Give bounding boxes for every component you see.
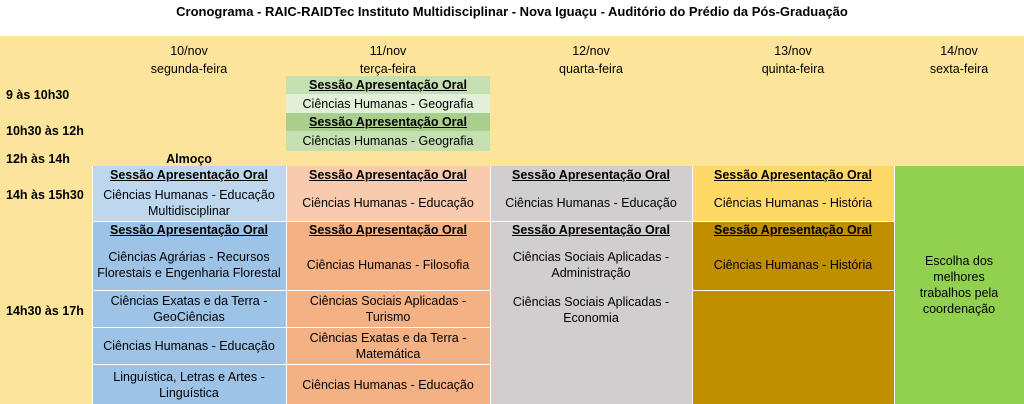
session-topic: Ciências Sociais Aplicadas - Administração xyxy=(512,250,670,280)
session-topic: Linguística, Letras e Artes - Linguística xyxy=(92,365,286,404)
session-header: Sessão Apresentação Oral xyxy=(490,221,692,239)
session-topic: Ciências Humanas - Educação xyxy=(490,184,692,221)
day-header-mon xyxy=(92,42,286,78)
day-weekday: sexta-feira xyxy=(929,62,989,76)
session-topic: Ciências Sociais Aplicadas - Turismo xyxy=(286,291,490,328)
grid-divider xyxy=(490,166,491,404)
session-topic: Ciências Humanas - História xyxy=(692,184,894,221)
session-topic: Ciências Humanas - Geografia xyxy=(286,131,490,151)
session-header: Sessão Apresentação Oral xyxy=(692,166,894,184)
day-date: 10/nov xyxy=(170,44,208,58)
day-header-thu xyxy=(692,42,894,78)
time-label: 9 às 10h30 xyxy=(6,88,70,102)
grid-divider xyxy=(92,221,894,222)
session-topic: Ciências Exatas e da Terra - Matemática xyxy=(286,328,490,365)
session-header: Sessão Apresentação Oral xyxy=(286,76,490,94)
page-title: Cronograma - RAIC-RAIDTec Instituto Multidisciplinar - Nova Iguaçu - Auditório do Prédio da Pós-Graduação xyxy=(0,0,1024,36)
session-header: Sessão Apresentação Oral xyxy=(286,113,490,131)
session-topic: Ciências Humanas - Filosofia xyxy=(286,239,490,291)
session-header: Sessão Apresentação Oral xyxy=(92,166,286,184)
lunch-label: Almoço xyxy=(166,152,212,166)
session-header: Sessão Apresentação Oral xyxy=(490,166,692,184)
session-topic: Ciências Humanas - Educação xyxy=(92,328,286,365)
day-header-wed xyxy=(490,42,692,78)
day-header-tue xyxy=(286,42,490,78)
session-topic: Ciências Exatas e da Terra - GeoCiências xyxy=(92,291,286,328)
day-date: 14/nov xyxy=(940,44,978,58)
grid-divider xyxy=(286,166,287,404)
thu-empty-cell xyxy=(692,291,894,404)
day-header-fri xyxy=(894,42,1024,78)
day-weekday: quarta-feira xyxy=(559,62,623,76)
grid-divider xyxy=(692,166,693,404)
time-label: 10h30 às 12h xyxy=(6,124,84,138)
time-label: 12h às 14h xyxy=(6,152,70,166)
session-header: Sessão Apresentação Oral xyxy=(286,166,490,184)
grid-divider xyxy=(894,166,895,404)
grid-divider xyxy=(92,166,93,404)
session-header: Sessão Apresentação Oral xyxy=(92,221,286,239)
session-topic: Ciências Humanas - Educação xyxy=(286,184,490,221)
day-date: 12/nov xyxy=(572,44,610,58)
day-weekday: quinta-feira xyxy=(761,62,825,76)
session-topic: Ciências Humanas - Educação Multidisciplinar xyxy=(92,184,286,221)
session-header: Sessão Apresentação Oral xyxy=(692,221,894,239)
session-topic: Ciências Sociais Aplicadas - Economia xyxy=(512,295,670,325)
session-topic: Ciências Humanas - História xyxy=(692,239,894,291)
friday-note: Escolha dos melhores trabalhos pela coordenação xyxy=(894,166,1024,404)
day-weekday: segunda-feira xyxy=(150,62,228,76)
day-date: 11/nov xyxy=(369,44,407,58)
day-weekday: terça-feira xyxy=(359,62,417,76)
session-topic: Ciências Humanas - Geografia xyxy=(286,94,490,113)
day-date: 13/nov xyxy=(774,44,812,58)
session-topic: Ciências Agrárias - Recursos Florestais e Engenharia Florestal xyxy=(92,239,286,291)
time-label: 14h30 às 17h xyxy=(6,304,84,318)
session-header: Sessão Apresentação Oral xyxy=(286,221,490,239)
time-label: 14h às 15h30 xyxy=(6,188,84,202)
session-topic: Ciências Humanas - Educação xyxy=(286,365,490,404)
